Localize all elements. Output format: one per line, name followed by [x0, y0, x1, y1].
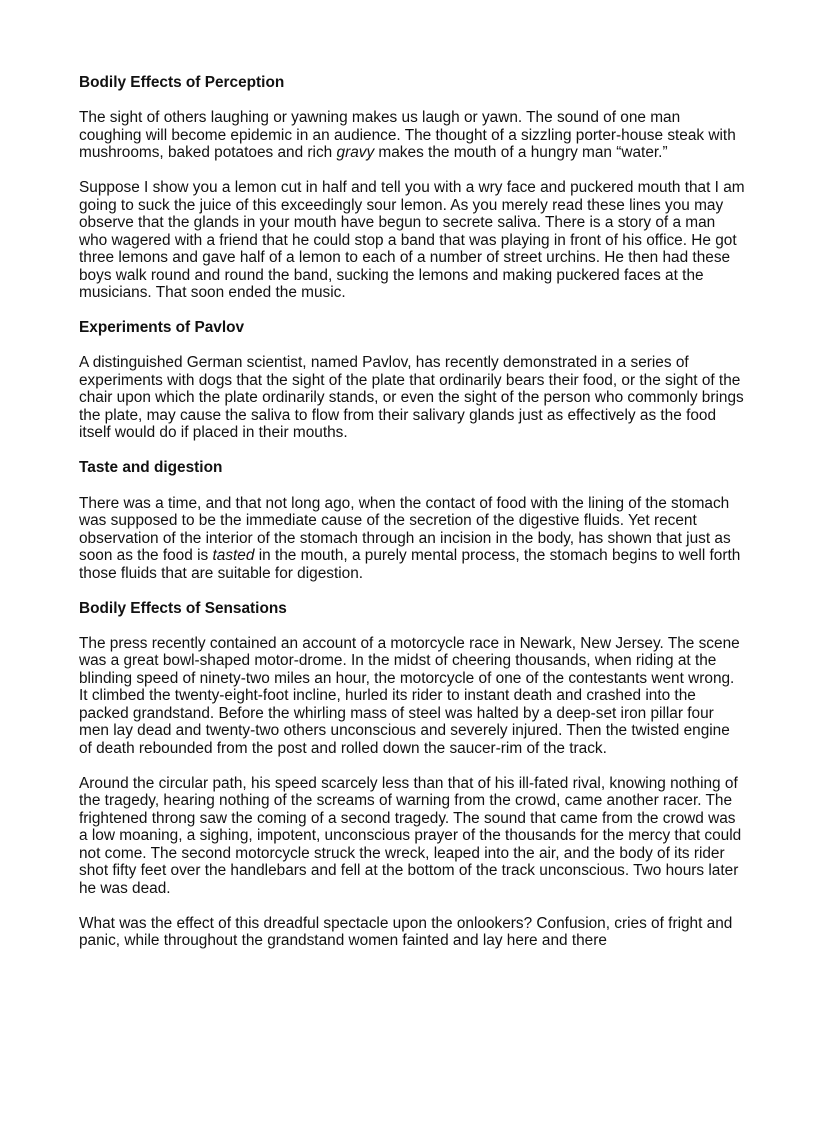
- section-taste-digestion: [79, 459, 745, 582]
- section-heading: Bodily Effects of Perception: [79, 74, 285, 91]
- text-run: A distinguished German scientist, named Pavlov, has recently demonstrated in a series of experiments with dogs that the sight of the plate that ordinarily bears their food, or the sight of the chair upon which the plate ordinarily stands, or even the sight of the person who commonly brings the plate, may cause the saliva to flow from their salivary glands just as effectively as the food itself would do if placed in their mouths.: [79, 354, 744, 442]
- section-perception: [79, 74, 745, 302]
- text-run: The sight of others laughing or yawning makes us laugh or yawn. The sound of one man coughing will become epidemic in an audience. The thought of a sizzling porter-house steak with mushrooms, baked potatoes and rich: [79, 109, 736, 162]
- text-run: What was the effect of this dreadful spectacle upon the onlookers? Confusion, cries of fright and panic, while throughout the grandstand women fainted and lay here and there: [79, 914, 733, 950]
- paragraph: [79, 915, 745, 950]
- text-run: Around the circular path, his speed scarcely less than that of his ill-fated rival, knowing nothing of the tragedy, hearing nothing of the screams of warning from the crowd, came another racer. The frightened throng saw the coming of a second tragedy. The sound that came from the crowd was a low moaning, a sighing, impotent, unconscious prayer of the thousands for the mercy that could not come. The second motorcycle struck the wreck, leaped into the air, and the body of its rider shot fifty feet over the handlebars and fell at the bottom of the track unconscious. Two hours later he was dead.: [79, 774, 742, 897]
- section-heading: Taste and digestion: [79, 459, 223, 477]
- text-run: There was a time, and that not long ago, when the contact of food with the lining of the stomach was supposed to be the immediate cause of the secretion of the digestive fluids. Yet recent observation of the interior of the stomach through an incision in the body, has shown that just as soon as the food is: [79, 494, 731, 565]
- section-sensations: [79, 600, 745, 950]
- paragraph: [79, 495, 745, 583]
- paragraph: [79, 775, 745, 898]
- paragraph: [79, 635, 745, 758]
- paragraph: [79, 354, 745, 442]
- italic-text-run: gravy: [336, 144, 375, 162]
- section-pavlov: [79, 319, 745, 442]
- paragraph: [79, 179, 745, 302]
- section-heading: Bodily Effects of Sensations: [79, 599, 287, 617]
- text-run: Suppose I show you a lemon cut in half and tell you with a wry face and puckered mouth that I am going to suck the juice of this exceedingly sour lemon. As you merely read these lines you may observe that the glands in your mouth have begun to secrete saliva. There is a story of a man who wagered with a friend that he could stop a band that was playing in front of his office. He got three lemons and gave half of a lemon to each of a number of street urchins. He then had these boys walk round and round the band, sucking the lemons and making puckered faces at the musicians. That soon ended the music.: [79, 179, 745, 302]
- document-page: [79, 74, 745, 968]
- paragraph: [79, 109, 745, 162]
- italic-text-run: tasted: [212, 547, 255, 565]
- section-heading: Experiments of Pavlov: [79, 319, 245, 337]
- text-run: makes the mouth of a hungry man “water.”: [374, 144, 668, 162]
- text-run: in the mouth, a purely mental process, the stomach begins to well forth those fluids that are suitable for digestion.: [79, 547, 741, 582]
- text-run: The press recently contained an account of a motorcycle race in Newark, New Jersey. The scene was a great bowl-shaped motor-drome. In the midst of cheering thousands, when riding at the blinding speed of ninety-two miles an hour, the motorcycle of one of the contestants went wrong. It climbed the twenty-eight-foot incline, hurled its rider to instant death and crashed into the packed grandstand. Before the whirling mass of steel was halted by a deep-set iron pillar four men lay dead and twenty-two others unconscious and severely injured. Then the twisted engine of death rebounded from the post and rolled down the saucer-rim of the track.: [79, 634, 740, 757]
